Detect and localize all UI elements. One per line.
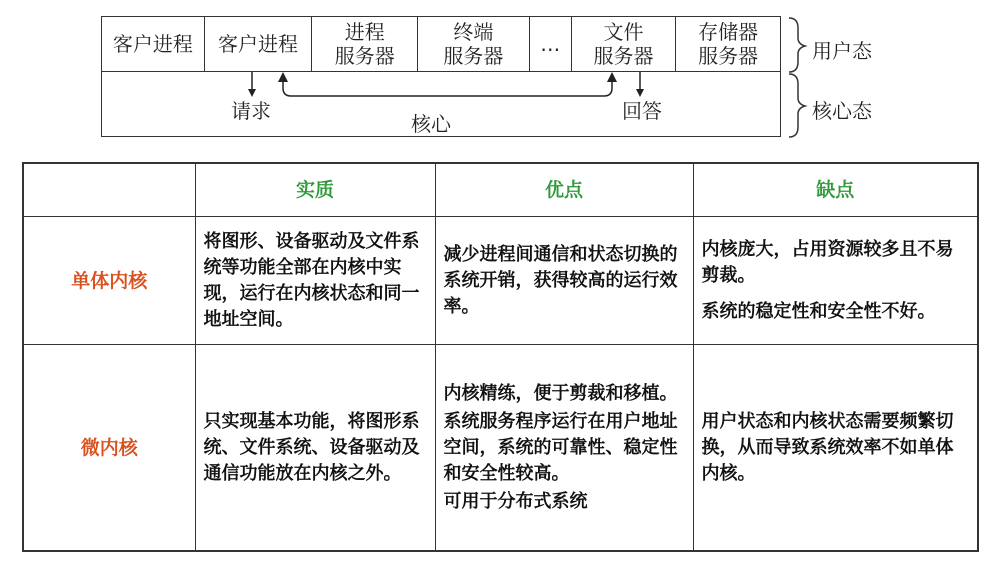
advantages-text: 内核精练，便于剪裁和移植。 xyxy=(443,382,678,404)
up-arrowhead-right xyxy=(607,72,617,82)
table-row-microkernel xyxy=(23,345,978,552)
kernel-mode-label: 核心态 xyxy=(812,99,872,123)
cell-label: … xyxy=(540,32,561,56)
essence-text: 将图形、设备驱动及文件系统等功能全部在内核中实现，运行在内核状态和同一地址空间。 xyxy=(203,230,420,330)
kernel-label: 核心 xyxy=(411,112,451,136)
cell-essence xyxy=(195,345,435,552)
cell-label: 终端 xyxy=(453,20,494,44)
cell-advantages xyxy=(435,345,693,552)
message-arrows xyxy=(0,0,997,150)
header-disadvantages: 缺点 xyxy=(693,163,978,217)
microkernel-diagram xyxy=(0,0,997,150)
advantages-text: 减少进程间通信和状态切换的系统开销，获得较高的运行效率。 xyxy=(443,243,678,317)
kernel-comparison-table xyxy=(22,162,979,552)
table-header-row xyxy=(23,163,978,217)
request-label: 请求 xyxy=(231,99,271,123)
cell-label: 服务器 xyxy=(698,44,759,68)
table-row-monolithic xyxy=(23,217,978,345)
disadvantages-text: 用户状态和内核状态需要频繁切换，从而导致系统效率不如单体内核。 xyxy=(701,410,954,484)
kernel-mode-brace xyxy=(789,74,805,137)
cell-label: 文件 xyxy=(603,20,644,44)
advantages-text: 系统服务程序运行在用户地址空间，系统的可靠性、稳定性和安全性较高。 xyxy=(443,410,678,484)
header-advantages: 优点 xyxy=(435,163,693,217)
cell-label: 服务器 xyxy=(443,44,504,68)
row-label-monolithic: 单体内核 xyxy=(23,217,195,345)
row-label-microkernel: 微内核 xyxy=(23,345,195,552)
disadvantages-text: 内核庞大，占用资源较多且不易剪裁。 xyxy=(701,238,954,286)
cell-label: 服务器 xyxy=(593,44,654,68)
cell-label: 进程 xyxy=(344,20,385,44)
cell-advantages xyxy=(435,217,693,345)
header-essence: 实质 xyxy=(195,163,435,217)
disadvantages-text: 系统的稳定性和安全性不好。 xyxy=(701,300,936,322)
essence-text: 只实现基本功能，将图形系统、文件系统、设备驱动及通信功能放在内核之外。 xyxy=(203,410,420,484)
user-mode-brace xyxy=(789,18,805,72)
cell-essence xyxy=(195,217,435,345)
cell-label: 客户进程 xyxy=(112,32,193,56)
kernel-forward-path xyxy=(283,78,612,96)
up-arrowhead-left xyxy=(278,72,288,82)
cell-disadvantages xyxy=(693,345,978,552)
advantages-text: 可用于分布式系统 xyxy=(443,490,588,512)
cell-label: 存储器 xyxy=(698,20,759,44)
reply-label: 回答 xyxy=(622,99,662,123)
cell-label: 服务器 xyxy=(334,44,395,68)
header-empty xyxy=(23,163,195,217)
cell-label: 客户进程 xyxy=(218,32,299,56)
cell-disadvantages xyxy=(693,217,978,345)
user-mode-label: 用户态 xyxy=(812,39,872,63)
